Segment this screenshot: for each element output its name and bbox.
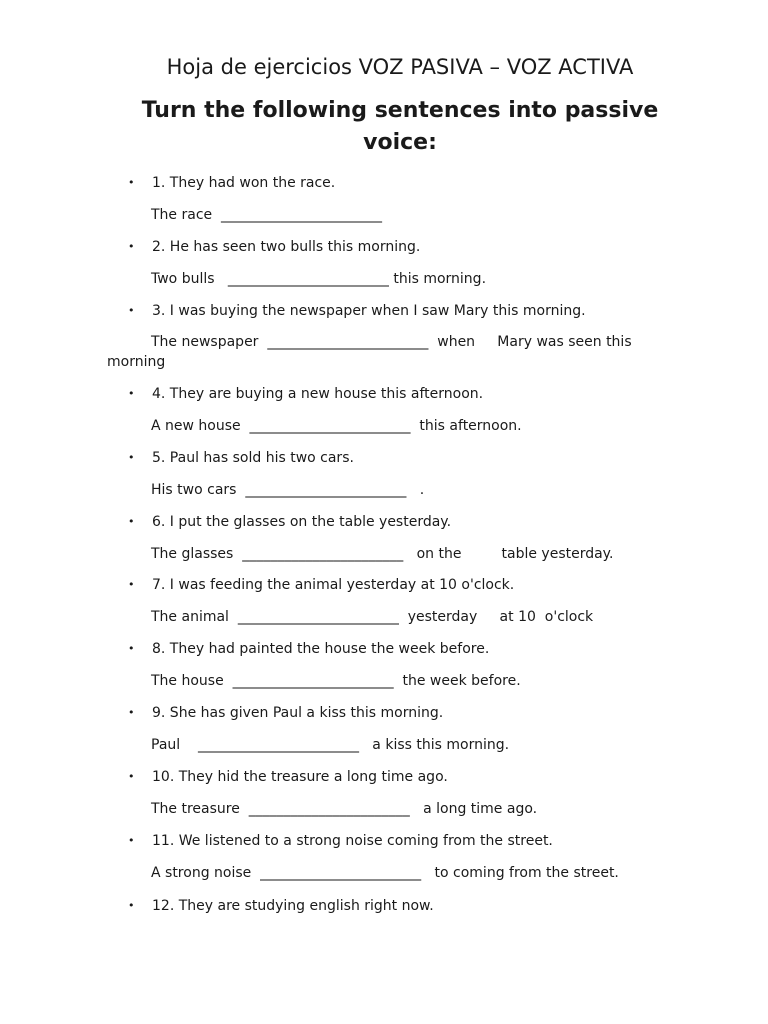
bullet-icon: • bbox=[128, 642, 135, 655]
exercise-answer: His two cars _______________________ . bbox=[151, 482, 425, 498]
exercise-answer: The race _______________________ bbox=[151, 207, 383, 223]
bullet-icon: • bbox=[128, 515, 135, 528]
exercise-question: 4. They are buying a new house this afternoon. bbox=[152, 386, 484, 402]
exercise-answer: Two bulls _______________________ this morning. bbox=[151, 271, 487, 287]
exercise-answer: The house _______________________ the week before. bbox=[151, 673, 521, 689]
bullet-icon: • bbox=[128, 834, 135, 847]
exercise-question: 8. They had painted the house the week before. bbox=[152, 641, 490, 657]
exercise-answer: A strong noise _______________________ to coming from the street. bbox=[151, 865, 619, 881]
bullet-icon: • bbox=[128, 578, 135, 591]
document-title: Hoja de ejercicios VOZ PASIVA – VOZ ACTIVA bbox=[166, 55, 634, 79]
exercise-question: 3. I was buying the newspaper when I saw Mary this morning. bbox=[152, 303, 586, 319]
exercise-question: 6. I put the glasses on the table yesterday. bbox=[152, 514, 452, 530]
exercise-answer: The animal _______________________ yesterday at 10 o'clock bbox=[151, 609, 594, 625]
exercise-answer-continued: morning bbox=[107, 354, 166, 370]
exercise-question: 7. I was feeding the animal yesterday at 10 o'clock. bbox=[152, 577, 515, 593]
exercise-answer: A new house _______________________ this afternoon. bbox=[151, 418, 522, 434]
bullet-icon: • bbox=[128, 176, 135, 189]
bullet-icon: • bbox=[128, 770, 135, 783]
exercise-question: 11. We listened to a strong noise coming from the street. bbox=[152, 833, 553, 849]
exercise-question: 10. They hid the treasure a long time ago. bbox=[152, 769, 448, 785]
bullet-icon: • bbox=[128, 451, 135, 464]
exercise-question: 5. Paul has sold his two cars. bbox=[152, 450, 354, 466]
instruction-heading: Turn the following sentences into passive voice: bbox=[141, 98, 659, 155]
exercise-answer: Paul _______________________ a kiss this morning. bbox=[151, 737, 510, 753]
exercise-question: 9. She has given Paul a kiss this morning. bbox=[152, 705, 444, 721]
bullet-icon: • bbox=[128, 240, 135, 253]
bullet-icon: • bbox=[128, 387, 135, 400]
exercise-answer: The glasses _______________________ on the table yesterday. bbox=[151, 546, 614, 562]
exercise-answer: The newspaper _______________________ when Mary was seen this bbox=[151, 334, 632, 350]
exercise-question: 2. He has seen two bulls this morning. bbox=[152, 239, 421, 255]
exercise-question: 12. They are studying english right now. bbox=[152, 898, 434, 914]
bullet-icon: • bbox=[128, 706, 135, 719]
exercise-question: 1. They had won the race. bbox=[152, 175, 336, 191]
exercise-answer: The treasure _______________________ a long time ago. bbox=[151, 801, 538, 817]
bullet-icon: • bbox=[128, 899, 135, 912]
bullet-icon: • bbox=[128, 304, 135, 317]
